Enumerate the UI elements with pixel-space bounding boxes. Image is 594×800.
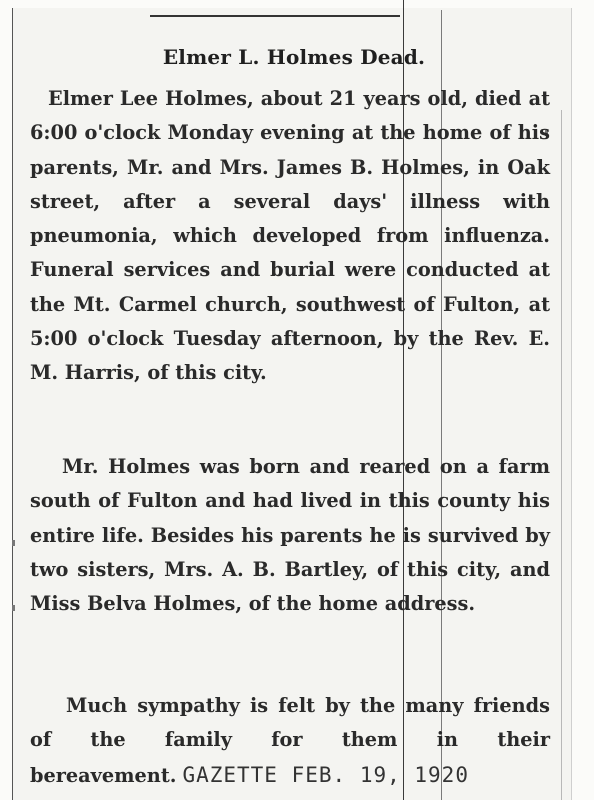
right-margin-line [561,110,562,800]
ink-speck [12,540,15,546]
article-paragraph-2: Mr. Holmes was born and reared on a farm south of Fulton and had lived in this county his entire life. Besides his parents he is survived by two sisters, Mrs. A. B. Bartley, of this city, and Miss Belva Holmes, of the home address. [30,455,550,616]
handwritten-source-note: GAZETTE FEB. 19, 1920 [182,762,469,787]
article-paragraph-3 [30,689,550,793]
top-rule [150,15,400,17]
article-headline: Elmer L. Holmes Dead. [162,45,426,69]
article-paragraph-3-text: Much sympathy is felt by the many friends of the family for them in their bereavement. [30,694,550,787]
ink-speck [12,605,15,611]
article-paragraph-1: Elmer Lee Holmes, about 21 years old, died at 6:00 o'clock Monday evening at the home of his parents, Mr. and Mrs. James B. Holmes, in Oak street, after a several days' illness with pneumonia, which developed from influenza. Funeral services and burial were conducted at the Mt. Carmel church, southwest of Fulton, at 5:00 o'clock Tuesday afternoon, by the Rev. E. M. Harris, of this city. [30,87,550,385]
